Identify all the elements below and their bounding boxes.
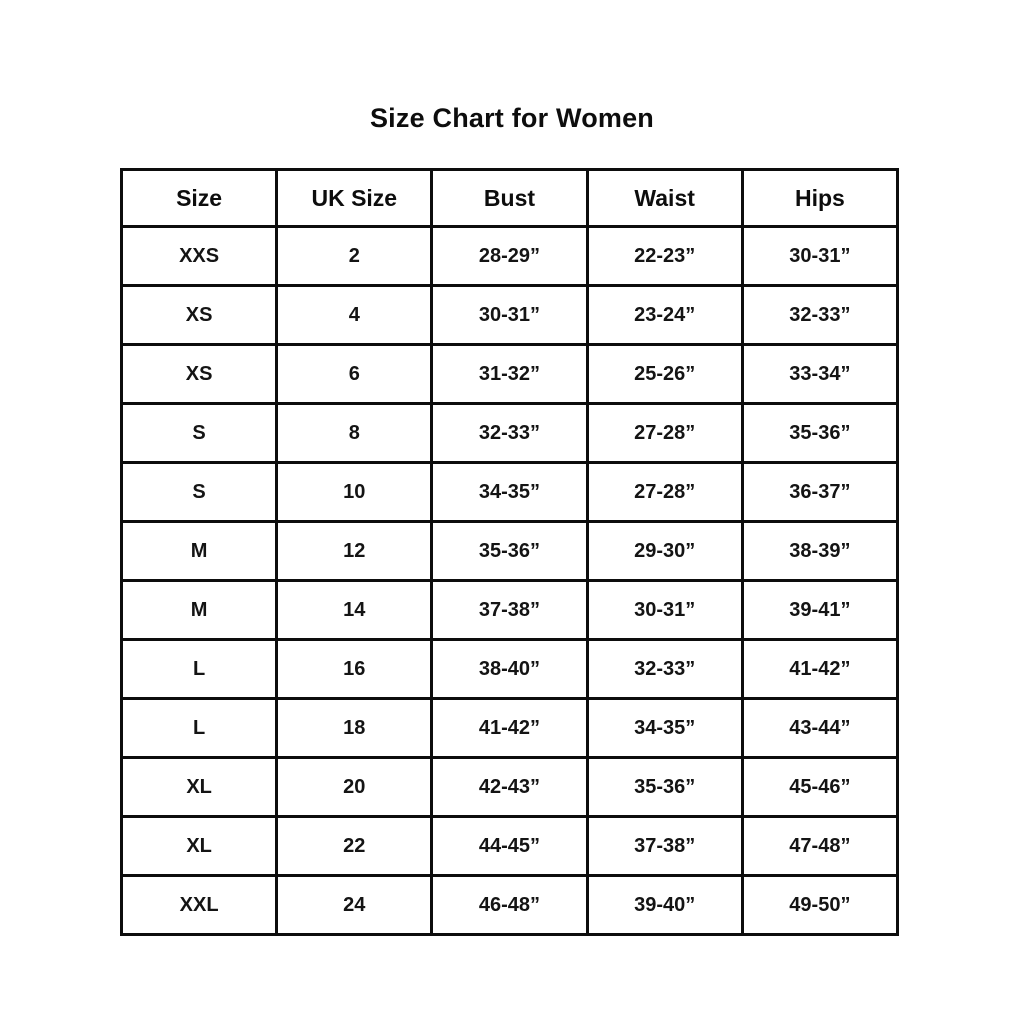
table-cell: XXS (122, 227, 277, 286)
table-cell: 45-46” (742, 758, 897, 817)
table-row (122, 345, 898, 404)
table-cell: 6 (277, 345, 432, 404)
table-cell: 38-40” (432, 640, 587, 699)
table-cell: XS (122, 345, 277, 404)
table-cell: 38-39” (742, 522, 897, 581)
table-cell: 33-34” (742, 345, 897, 404)
table-row (122, 699, 898, 758)
table-cell: 32-33” (587, 640, 742, 699)
table-cell: 32-33” (432, 404, 587, 463)
table-cell: 10 (277, 463, 432, 522)
table-cell: M (122, 522, 277, 581)
table-cell: 27-28” (587, 463, 742, 522)
chart-title: Size Chart for Women (369, 103, 655, 133)
table-row (122, 463, 898, 522)
table-cell: 4 (277, 286, 432, 345)
table-cell: 39-41” (742, 581, 897, 640)
table-row (122, 817, 898, 876)
table-cell: 16 (277, 640, 432, 699)
table-cell: 24 (277, 876, 432, 935)
table-cell: 2 (277, 227, 432, 286)
table-cell: 43-44” (742, 699, 897, 758)
table-cell: 32-33” (742, 286, 897, 345)
table-cell: S (122, 404, 277, 463)
table-cell: 30-31” (742, 227, 897, 286)
table-cell: 12 (277, 522, 432, 581)
size-chart-table (120, 168, 899, 936)
column-header-waist: Waist (587, 170, 742, 227)
table-row (122, 227, 898, 286)
column-header-hips: Hips (742, 170, 897, 227)
table-cell: 22 (277, 817, 432, 876)
table-cell: XL (122, 758, 277, 817)
table-cell: 36-37” (742, 463, 897, 522)
table-cell: 28-29” (432, 227, 587, 286)
table-cell: 14 (277, 581, 432, 640)
table-cell: 35-36” (742, 404, 897, 463)
table-row (122, 286, 898, 345)
column-header-bust: Bust (432, 170, 587, 227)
table-cell: 46-48” (432, 876, 587, 935)
table-cell: 31-32” (432, 345, 587, 404)
table-body (122, 227, 898, 935)
table-cell: 30-31” (432, 286, 587, 345)
table-cell: 27-28” (587, 404, 742, 463)
table-cell: 30-31” (587, 581, 742, 640)
column-header-uk-size: UK Size (277, 170, 432, 227)
table-cell: 22-23” (587, 227, 742, 286)
table-cell: 49-50” (742, 876, 897, 935)
table-cell: 37-38” (587, 817, 742, 876)
table-cell: 23-24” (587, 286, 742, 345)
table-cell: 29-30” (587, 522, 742, 581)
table-cell: 8 (277, 404, 432, 463)
table-cell: XXL (122, 876, 277, 935)
table-cell: 25-26” (587, 345, 742, 404)
table-cell: XS (122, 286, 277, 345)
table-row (122, 404, 898, 463)
table-cell: 39-40” (587, 876, 742, 935)
table-cell: 35-36” (587, 758, 742, 817)
table-header (122, 170, 898, 227)
table-cell: 34-35” (587, 699, 742, 758)
header-row (122, 170, 898, 227)
table-cell: 18 (277, 699, 432, 758)
table-cell: 47-48” (742, 817, 897, 876)
table-row (122, 758, 898, 817)
table-cell: 20 (277, 758, 432, 817)
table-cell: 35-36” (432, 522, 587, 581)
table-row (122, 581, 898, 640)
table-row (122, 522, 898, 581)
table-cell: L (122, 640, 277, 699)
column-header-size: Size (122, 170, 277, 227)
table-cell: 42-43” (432, 758, 587, 817)
table-cell: 44-45” (432, 817, 587, 876)
table-cell: S (122, 463, 277, 522)
table-cell: 41-42” (432, 699, 587, 758)
table-cell: 37-38” (432, 581, 587, 640)
table-cell: 41-42” (742, 640, 897, 699)
table-cell: XL (122, 817, 277, 876)
table-cell: L (122, 699, 277, 758)
table-cell: 34-35” (432, 463, 587, 522)
table-cell: M (122, 581, 277, 640)
table-row (122, 876, 898, 935)
table-row (122, 640, 898, 699)
